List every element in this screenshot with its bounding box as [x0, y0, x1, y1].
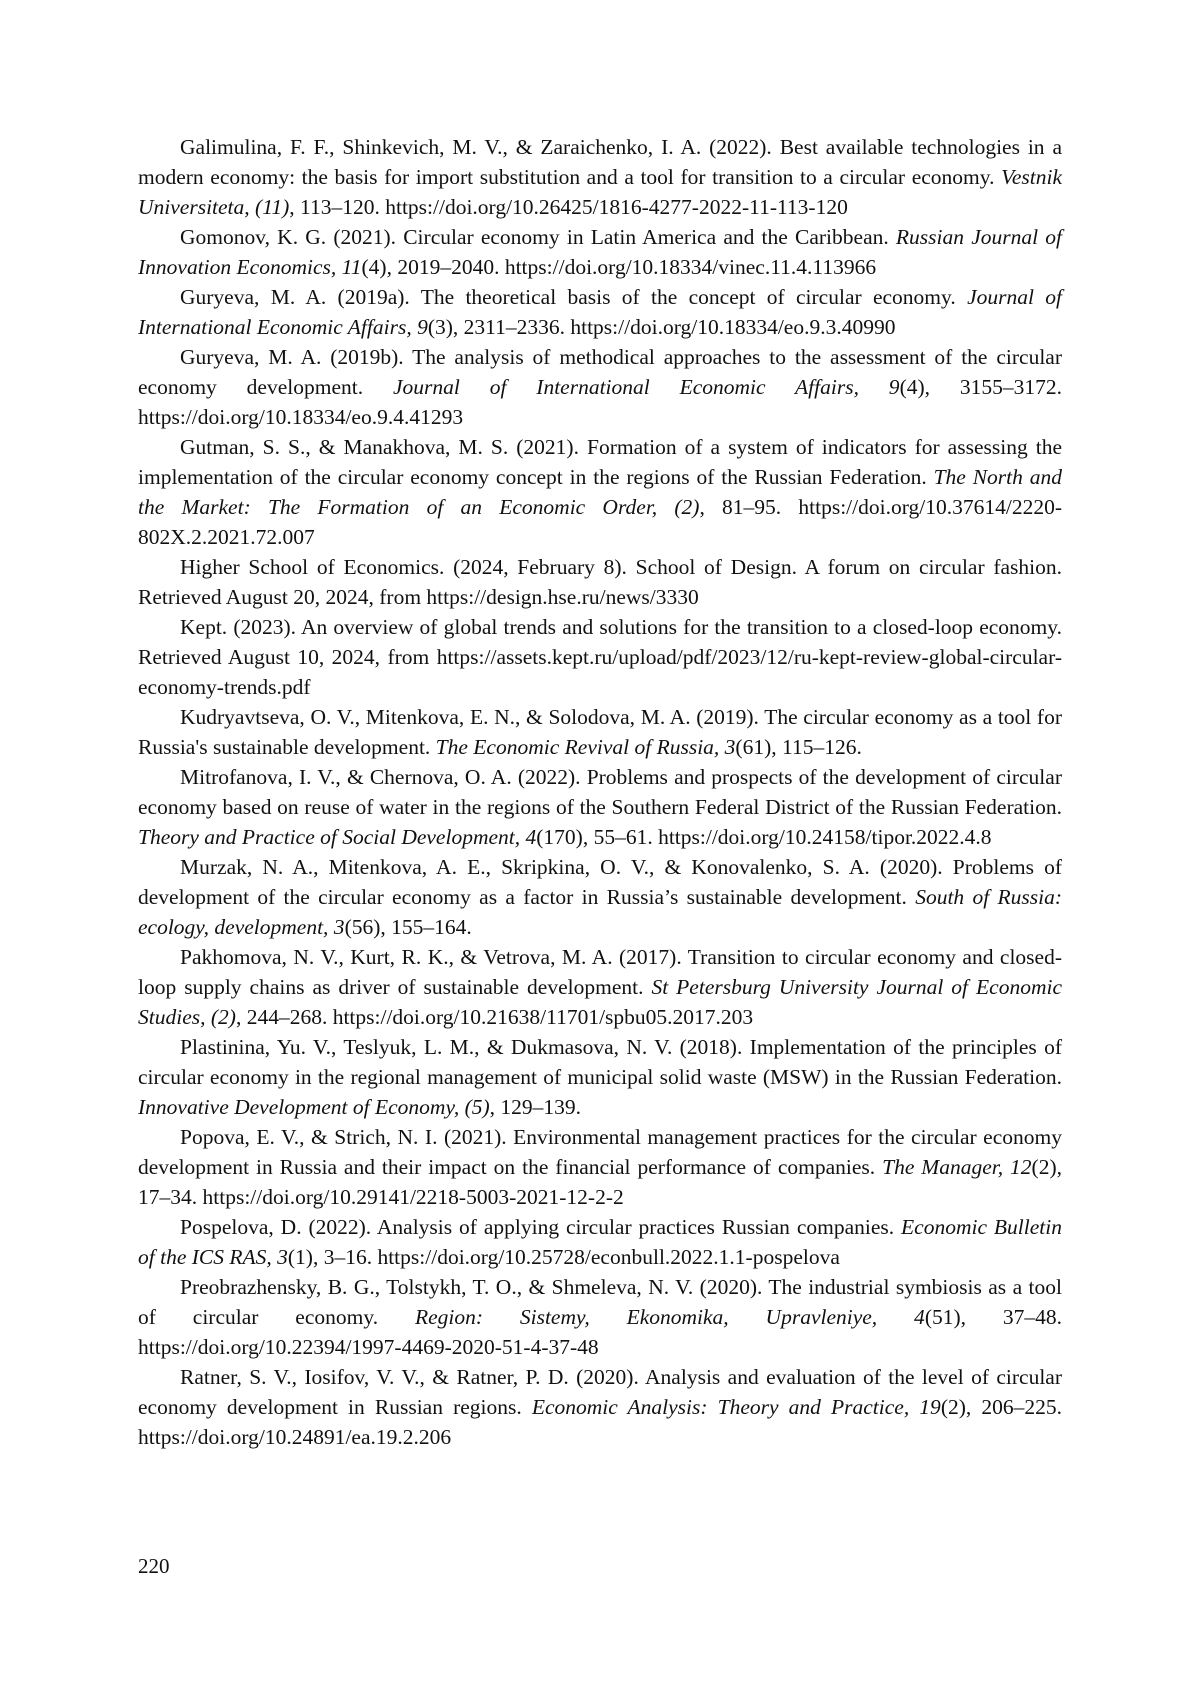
reference-text: Gomonov, K. G. (2021). Circular economy in Latin America and the Caribbean. — [180, 225, 896, 249]
reference-text: Preobrazhensky, B. G., Tolstykh, T. O., & Shmeleva, N. V. (2020). The industrial symbiosis as a tool of circular economy. — [138, 1275, 1062, 1329]
reference-text: , 244–268. https://doi.org/10.21638/11701/spbu05.2017.203 — [235, 1005, 754, 1029]
reference-source-italic: The Manager, 12 — [882, 1155, 1032, 1179]
reference-text: (51), 37–48. https://doi.org/10.22394/1997-4469-2020-51-4-37-48 — [138, 1305, 1062, 1359]
reference-entry — [138, 852, 1062, 942]
reference-text: Mitrofanova, I. V., & Chernova, O. A. (2022). Problems and prospects of the development of circular economy based on reuse of water in the regions of the Southern Federal District of the Russian Federation. — [138, 765, 1062, 819]
reference-list — [138, 132, 1062, 1452]
reference-entry — [138, 432, 1062, 552]
reference-text: Guryeva, M. A. (2019a). The theoretical basis of the concept of circular economy. — [180, 285, 968, 309]
reference-entry — [138, 282, 1062, 342]
reference-text: (170), 55–61. https://doi.org/10.24158/tipor.2022.4.8 — [536, 825, 992, 849]
reference-entry — [138, 612, 1062, 702]
reference-text: Plastinina, Yu. V., Teslyuk, L. M., & Dukmasova, N. V. (2018). Implementation of the principles of circular economy in the regional management of municipal solid waste (MSW) in the Russian Federation. — [138, 1035, 1062, 1089]
reference-source-italic: Economic Analysis: Theory and Practice, 19 — [531, 1395, 941, 1419]
page-number: 220 — [138, 1554, 170, 1578]
reference-entry — [138, 762, 1062, 852]
reference-text: (1), 3–16. https://doi.org/10.25728/econbull.2022.1.1-pospelova — [287, 1245, 840, 1269]
reference-entry — [138, 1212, 1062, 1272]
reference-text: Kept. (2023). An overview of global trends and solutions for the transition to a closed-loop economy. Retrieved August 10, 2024, from https://assets.kept.ru/upload/pdf/2023/12/ru-kept-review-global-circular-economy-trends.pdf — [138, 615, 1062, 699]
reference-text: (4), 3155–3172. https://doi.org/10.18334/eo.9.4.41293 — [138, 375, 1062, 429]
reference-text: (3), 2311–2336. https://doi.org/10.18334/eo.9.3.40990 — [427, 315, 896, 339]
reference-entry — [138, 1272, 1062, 1362]
reference-source-italic: Russian Journal of Innovation Economics, 11 — [138, 225, 1062, 279]
reference-text: Guryeva, M. A. (2019b). The analysis of methodical approaches to the assessment of the circular economy development. — [138, 345, 1062, 399]
reference-entry — [138, 552, 1062, 612]
reference-text: Ratner, S. V., Iosifov, V. V., & Ratner, P. D. (2020). Analysis and evaluation of the level of circular economy development in Russian regions. — [138, 1365, 1062, 1419]
reference-entry — [138, 222, 1062, 282]
reference-text: (4), 2019–2040. https://doi.org/10.18334/vinec.11.4.113966 — [361, 255, 877, 279]
reference-text: Galimulina, F. F., Shinkevich, M. V., & Zaraichenko, I. A. (2022). Best available technologies in a modern economy: the basis for import substitution and a tool for transition to a circular economy. — [138, 135, 1062, 189]
reference-entry — [138, 132, 1062, 222]
reference-entry — [138, 342, 1062, 432]
reference-source-italic: St Petersburg University Journal of Economic Studies, (2) — [138, 975, 1062, 1029]
reference-text: (61), 115–126. — [735, 735, 862, 759]
reference-entry — [138, 1362, 1062, 1452]
reference-text: , 129–139. — [489, 1095, 582, 1119]
reference-source-italic: The North and the Market: The Formation of an Economic Order, (2) — [138, 465, 1062, 519]
reference-text: (2), 17–34. https://doi.org/10.29141/2218-5003-2021-12-2-2 — [138, 1155, 1062, 1209]
reference-text: (2), 206–225. https://doi.org/10.24891/ea.19.2.206 — [138, 1395, 1062, 1449]
reference-source-italic: Economic Bulletin of the ICS RAS, 3 — [138, 1215, 1062, 1269]
reference-source-italic: South of Russia: ecology, development, 3 — [138, 885, 1062, 939]
reference-text: Pospelova, D. (2022). Analysis of applying circular practices Russian companies. — [180, 1215, 902, 1239]
reference-source-italic: Theory and Practice of Social Development, 4 — [138, 825, 537, 849]
reference-text: , 113–120. https://doi.org/10.26425/1816-4277-2022-11-113-120 — [289, 195, 848, 219]
reference-entry — [138, 1032, 1062, 1122]
reference-entry — [138, 942, 1062, 1032]
reference-text: Murzak, N. A., Mitenkova, A. E., Skripkina, O. V., & Konovalenko, S. A. (2020). Problems of development of the circular economy as a factor in Russia’s sustainable development. — [138, 855, 1062, 909]
reference-entry — [138, 1122, 1062, 1212]
reference-text: Popova, E. V., & Strich, N. I. (2021). Environmental management practices for the circular economy development in Russia and their impact on the financial performance of companies. — [138, 1125, 1062, 1179]
reference-source-italic: Innovative Development of Economy, (5) — [138, 1095, 490, 1119]
reference-text: , 81–95. https://doi.org/10.37614/2220-802X.2.2021.72.007 — [138, 495, 1062, 549]
reference-source-italic: Journal of International Economic Affairs, 9 — [392, 375, 900, 399]
reference-source-italic: The Economic Revival of Russia, 3 — [435, 735, 736, 759]
reference-text: Pakhomova, N. V., Kurt, R. K., & Vetrova, M. A. (2017). Transition to circular economy and closed-loop supply chains as driver of sustainable development. — [138, 945, 1062, 999]
reference-entry — [138, 702, 1062, 762]
reference-text: Higher School of Economics. (2024, February 8). School of Design. A forum on circular fashion. Retrieved August 20, 2024, from https://design.hse.ru/news/3330 — [138, 555, 1062, 609]
reference-source-italic: Region: Sistemy, Ekonomika, Upravleniye, 4 — [414, 1305, 925, 1329]
reference-text: Kudryavtseva, O. V., Mitenkova, E. N., & Solodova, M. A. (2019). The circular economy as a tool for Russia's sustainable development. — [138, 705, 1062, 759]
reference-text: Gutman, S. S., & Manakhova, M. S. (2021). Formation of a system of indicators for assessing the implementation of the circular economy concept in the regions of the Russian Federation. — [138, 435, 1062, 489]
reference-text: (56), 155–164. — [344, 915, 472, 939]
reference-source-italic: Vestnik Universiteta, (11) — [138, 165, 1062, 219]
reference-source-italic: Journal of International Economic Affairs, 9 — [138, 285, 1062, 339]
